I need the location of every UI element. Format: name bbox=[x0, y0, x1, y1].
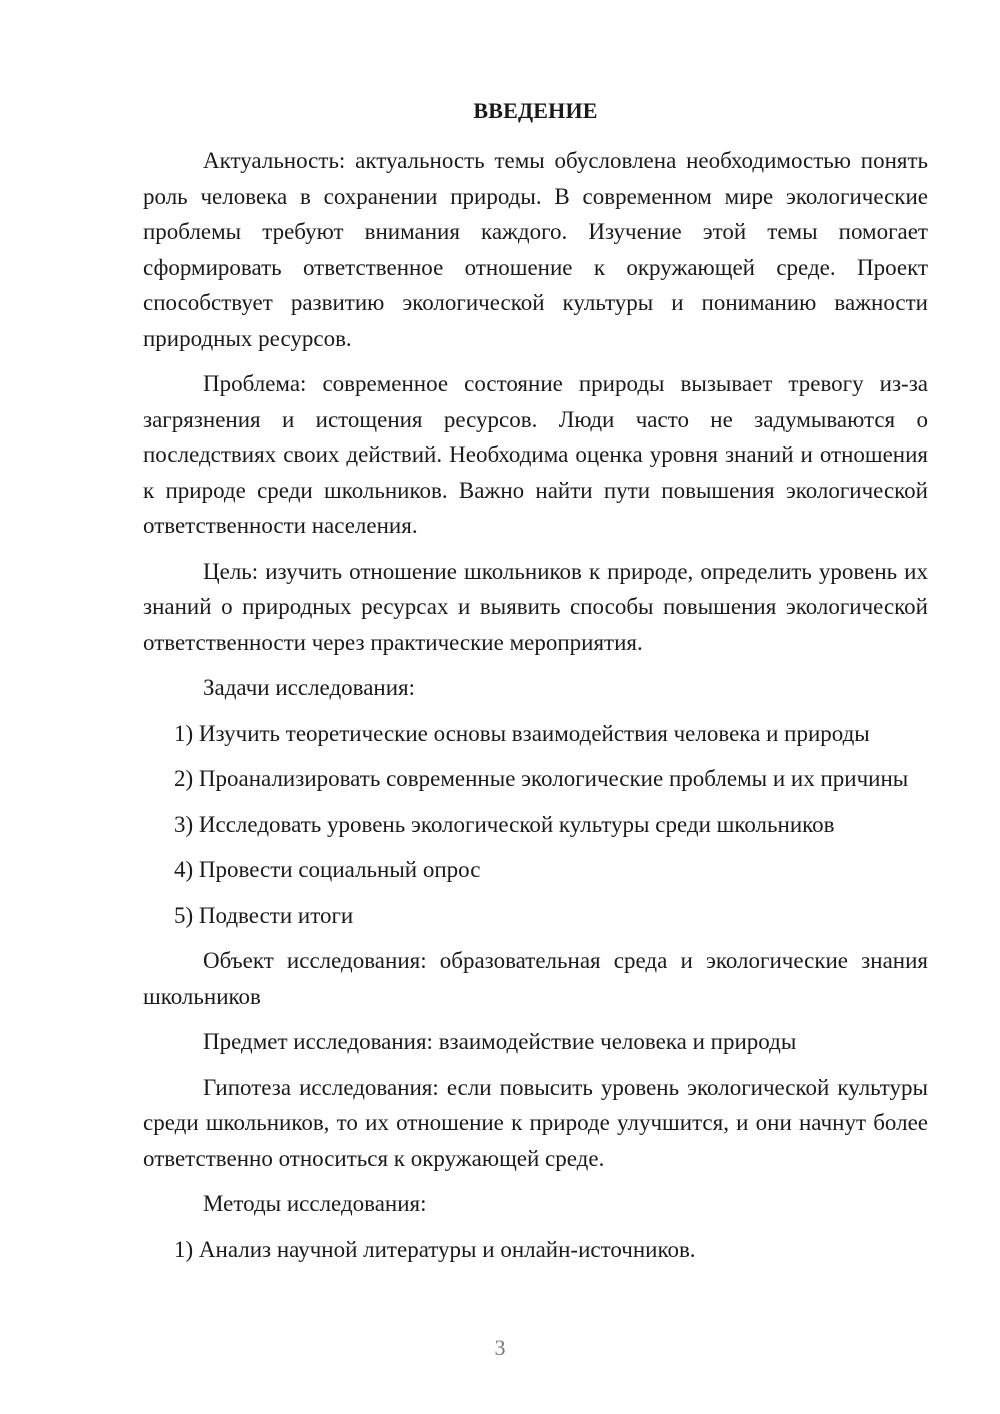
task-item-1: 1) Изучить теоретические основы взаимодействия человека и природы bbox=[174, 720, 870, 746]
paragraph-subject: Предмет исследования: взаимодействие человека и природы bbox=[203, 1029, 797, 1054]
method-item-1: 1) Анализ научной литературы и онлайн-источников. bbox=[174, 1236, 696, 1262]
paragraph-relevance: Актуальность: актуальность темы обусловлена необходимостью понять роль человека в сохранении природы. В современном мире экологические проблемы требуют внимания каждого. Изучение этой темы помогает сформировать ответственное отношение к окружающей среде. Проект способствует развитию экологической культуры и пониманию важности природных ресурсов. bbox=[143, 148, 928, 351]
task-item-5: 5) Подвести итоги bbox=[174, 902, 354, 928]
task-item-2: 2) Проанализировать современные экологические проблемы и их причины bbox=[174, 766, 909, 791]
page-number: 3 bbox=[494, 1335, 506, 1360]
methods-heading: Методы исследования: bbox=[203, 1191, 427, 1216]
task-item-4: 4) Провести социальный опрос bbox=[174, 857, 481, 882]
paragraph-problem: Проблема: современное состояние природы вызывает тревогу из-за загрязнения и истощения ресурсов. Люди часто не задумываются о последствиях своих действий. Необходима оценка уровня знаний и отношения к природе среди школьников. Важно найти пути повышения экологической ответственности населения. bbox=[143, 371, 928, 538]
paragraph-goal: Цель: изучить отношение школьников к природе, определить уровень их знаний о природных ресурсах и выявить способы повышения экологической ответственности через практические мероприятия. bbox=[143, 558, 928, 655]
paragraph-object: Объект исследования: образовательная среда и экологические знания школьников bbox=[143, 948, 928, 1009]
task-item-3: 3) Исследовать уровень экологической культуры среди школьников bbox=[174, 811, 835, 837]
section-title: ВВЕДЕНИЕ bbox=[473, 98, 598, 123]
tasks-heading: Задачи исследования: bbox=[203, 675, 416, 700]
paragraph-hypothesis: Гипотеза исследования: если повысить уровень экологической культуры среди школьников, то их отношение к природе улучшится, и они начнут более ответственно относиться к окружающей среде. bbox=[143, 1074, 928, 1171]
document-page bbox=[143, 95, 928, 1277]
